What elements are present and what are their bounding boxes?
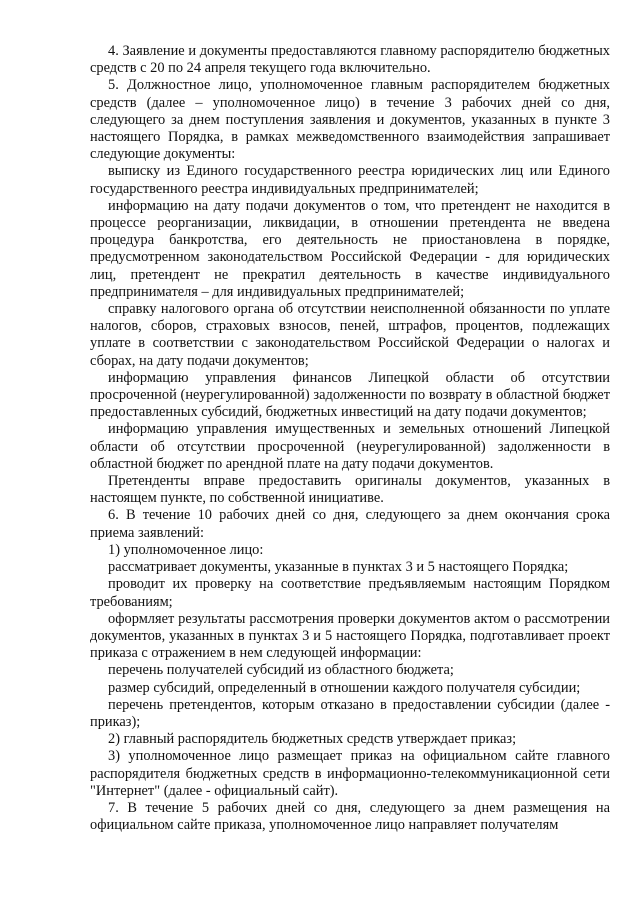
- list-item-approves-order: 2) главный распорядитель бюджетных средств утверждает приказ;: [108, 731, 517, 748]
- list-item-checks-documents: проводит их проверку на соответствие предъявляемым настоящим Порядком требованиям;: [90, 576, 610, 610]
- list-item-tax-certificate: справку налогового органа об отсутствии неисполненной обязанности по уплате налогов, сборов, страховых взносов, пеней, штрафов, процентов, подлежащих уплате в соответствии с законодательством Российской Федерации о налогах и сборах, на дату подачи документов;: [90, 301, 610, 369]
- list-item-subsidy-size: размер субсидий, определенный в отношении каждого получателя субсидии;: [108, 679, 581, 696]
- list-item-finance-info: информацию управления финансов Липецкой области об отсутствии просроченной (неурегулированной) задолженности по возврату в областной бюджет предоставленных субсидий, бюджетных инвестиций на дату подачи документов;: [90, 369, 610, 421]
- list-item-egrul-extract: выписку из Единого государственного реестра юридических лиц или Единого государственного реестра индивидуальных предпринимателей;: [90, 163, 610, 197]
- paragraph-item-6: 6. В течение 10 рабочих дней со дня, следующего за днем окончания срока приема заявлений:: [90, 507, 610, 541]
- list-item-formalizes-results: оформляет результаты рассмотрения проверки документов актом о рассмотрении документов, указанных в пунктах 3 и 5 настоящего Порядка, подготавливает проект приказа с отражением в нем следующей информации:: [90, 610, 610, 662]
- list-item-refused-list: перечень претендентов, которым отказано в предоставлении субсидии (далее - приказ);: [90, 696, 610, 730]
- list-item-publishes-order: 3) уполномоченное лицо размещает приказ на официальном сайте главного распорядителя бюджетных средств в информационно-телекоммуникационной сети "Интернет" (далее - официальный сайт).: [90, 748, 610, 799]
- list-item-authorized-person: 1) уполномоченное лицо:: [108, 541, 264, 558]
- list-item-reorganization-info: информацию на дату подачи документов о том, что претендент не находится в процессе реорганизации, ликвидации, в отношении претендента не введена процедура банкротства, его деятельность не приостановлена в порядке, предусмотренном законодательством Российской Федерации - для юридических лиц, претендент не прекратил деятельность в качестве индивидуального предпринимателя – для индивидуальных предпринимателей;: [90, 197, 610, 300]
- document-page: [90, 43, 610, 834]
- list-item-recipients-list: перечень получателей субсидий из областного бюджета;: [108, 662, 454, 679]
- paragraph-item-7: 7. В течение 5 рабочих дней со дня, следующего за днем размещения на официальном сайте приказа, уполномоченное лицо направляет получателям: [90, 799, 610, 834]
- list-item-property-info: информацию управления имущественных и земельных отношений Липецкой области об отсутствии просроченной (неурегулированной) задолженности в областной бюджет по арендной плате на дату подачи документов.: [90, 421, 610, 472]
- list-item-reviews-documents: рассматривает документы, указанные в пунктах 3 и 5 настоящего Порядка;: [108, 559, 569, 576]
- paragraph-item-4: 4. Заявление и документы предоставляются главному распорядителю бюджетных средств с 20 по 24 апреля текущего года включительно.: [90, 43, 610, 77]
- paragraph-item-5: 5. Должностное лицо, уполномоченное главным распорядителем бюджетных средств (далее – уполномоченное лицо) в течение 3 рабочих дней со дня, следующего за днем поступления заявления и документов, указанных в пункте 3 настоящего Порядка, в рамках межведомственного взаимодействия запрашивает следующие документы:: [90, 77, 610, 163]
- paragraph-originals: Претенденты вправе предоставить оригиналы документов, указанных в настоящем пункте, по собственной инициативе.: [90, 473, 610, 507]
